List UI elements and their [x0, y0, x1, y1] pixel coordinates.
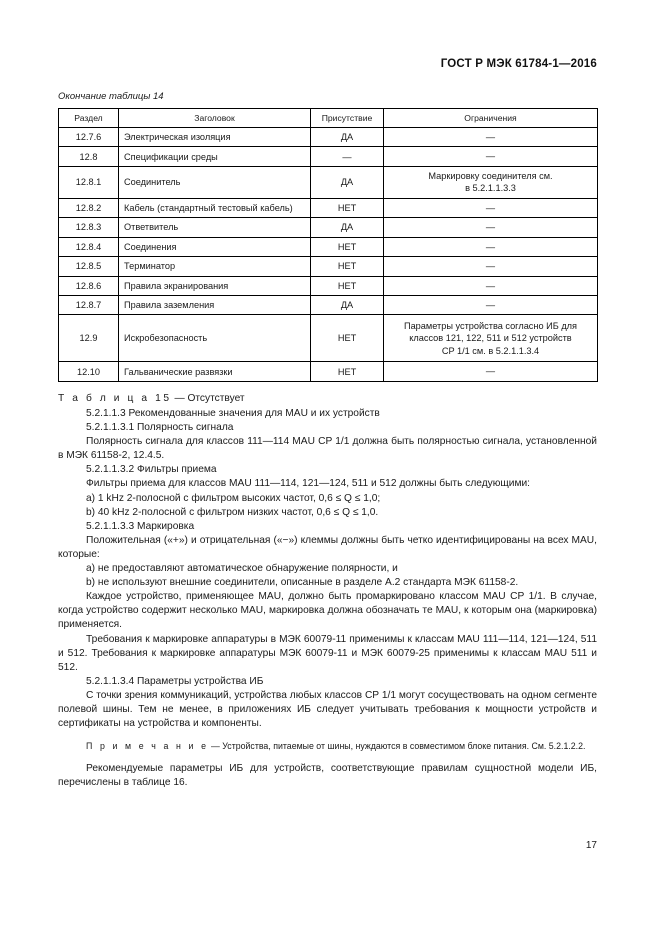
cell-title: Ответвитель	[119, 218, 311, 237]
cell-presence: ДА	[311, 128, 384, 147]
cell-title: Терминатор	[119, 257, 311, 276]
spacer-after-note	[58, 753, 597, 762]
cell-section: 12.8.5	[59, 257, 119, 276]
cell-section: 12.7.6	[59, 128, 119, 147]
clause-5-2-1-1-3: 5.2.1.1.3 Рекомендованные значения для MAU и их устройств	[86, 408, 380, 419]
table-row	[59, 147, 598, 166]
paragraph-recommended-params: Рекомендуемые параметры ИБ для устройств, соответствующие правилам сущностной модели ИБ, перечислены в таблице 16.	[58, 763, 597, 789]
cell-title: Спецификации среды	[119, 147, 311, 166]
table-row	[59, 128, 598, 147]
main-text-block	[58, 407, 597, 790]
cell-section: 12.8.3	[59, 218, 119, 237]
cell-title: Правила экранирования	[119, 276, 311, 295]
terminal-item-b: b) не используют внешние соединители, описанные в разделе A.2 стандарта МЭК 61158-2.	[86, 577, 519, 589]
cell-title: Соединения	[119, 237, 311, 256]
table15-line	[58, 392, 597, 406]
cell-presence: ДА	[311, 218, 384, 237]
cell-presence: ДА	[311, 166, 384, 198]
cell-constraints: —	[384, 237, 598, 256]
cell-constraints: —	[384, 362, 598, 381]
cell-section: 12.9	[59, 315, 119, 362]
cell-constraints: —	[384, 257, 598, 276]
cell-section: 12.8	[59, 147, 119, 166]
table-caption: Окончание таблицы 14	[58, 91, 164, 102]
table-header-row	[59, 109, 598, 128]
table-row	[59, 218, 598, 237]
column-header-title: Заголовок	[119, 109, 311, 128]
page-number: 17	[585, 840, 597, 851]
spacer-before-note	[58, 731, 597, 740]
cell-section: 12.8.7	[59, 295, 119, 314]
cell-section: 12.8.2	[59, 198, 119, 217]
note-text: — Устройства, питаемые от шины, нуждаются в совместимом блоке питания. См. 5.2.1.2.2.	[208, 741, 586, 752]
clause-5-2-1-1-3-1: 5.2.1.1.3.1 Полярность сигнала	[86, 422, 234, 434]
table-row	[59, 362, 598, 381]
table-row	[59, 295, 598, 314]
cell-constraints: Маркировку соединителя см. в 5.2.1.1.3.3	[384, 166, 598, 198]
cell-section: 12.8.6	[59, 276, 119, 295]
filter-item-b: b) 40 kHz 2-полосной с фильтром низких частот, 0,6 ≤ Q ≤ 1,0.	[86, 506, 379, 518]
cell-section: 12.8.4	[59, 237, 119, 256]
cell-constraints: Параметры устройства согласно ИБ для классов 121, 122, 511 и 512 устройств CP 1/1 см. в 5.2.1.1.3.4	[384, 315, 598, 362]
cell-constraints: —	[384, 295, 598, 314]
paragraph-device-marking: Каждое устройство, применяющее MAU, должно быть промаркировано классом MAU CP 1/1. В случае, когда устройство содержит несколько MAU, маркировка должна обозначать те MAU, к которым она (маркировка) применяется.	[58, 591, 597, 631]
cell-constraints: —	[384, 276, 598, 295]
table15-block	[58, 392, 597, 406]
cell-title: Искробезопасность	[119, 315, 311, 362]
table-row	[59, 198, 598, 217]
table-row	[59, 276, 598, 295]
cell-presence: НЕТ	[311, 237, 384, 256]
cell-title: Кабель (стандартный тестовый кабель)	[119, 198, 311, 217]
note-label: П р и м е ч а н и е	[86, 741, 209, 752]
table15-text: — Отсутствует	[171, 393, 245, 404]
cell-presence: ДА	[311, 295, 384, 314]
filter-item-a: a) 1 kHz 2-полосной с фильтром высоких частот, 0,6 ≤ Q ≤ 1,0;	[86, 492, 381, 504]
standard-header: ГОСТ Р МЭК 61784-1—2016	[440, 58, 597, 70]
cell-constraints: —	[384, 128, 598, 147]
clause-5-2-1-1-3-3: 5.2.1.1.3.3 Маркировка	[86, 520, 195, 532]
paragraph-signal-polarity: Полярность сигнала для классов 111—114 MAU CP 1/1 должна быть полярностью сигнала, установленной в МЭК 61158-2, 12.4.5.	[58, 436, 597, 462]
cell-constraints: —	[384, 198, 598, 217]
cell-presence: НЕТ	[311, 257, 384, 276]
table15-label: Т а б л и ц а 15	[58, 393, 172, 404]
table-body	[59, 128, 598, 382]
column-header-presence: Присутствие	[311, 109, 384, 128]
cell-presence: НЕТ	[311, 198, 384, 217]
column-header-constraints: Ограничения	[384, 109, 598, 128]
table-row	[59, 315, 598, 362]
paragraph-marking-requirements: Требования к маркировке аппаратуры в МЭК 60079-11 применимы к классам MAU 111—114, 121—124, 511 и 512. Требования к маркировке аппаратуры МЭК 60079-11 и МЭК 60079-25 применимы к классам MAU 511 и 512.	[58, 633, 597, 673]
clause-5-2-1-1-3-4: 5.2.1.1.3.4 Параметры устройства ИБ	[86, 675, 264, 687]
column-header-section: Раздел	[59, 109, 119, 128]
paragraph-coexistence: С точки зрения коммуникаций, устройства любых классов CP 1/1 могут сосуществовать на одном сегменте полевой шины. Тем не менее, в приложениях ИБ следует учитывать требования к мощности устройств и сертификаты на устройства и компоненты.	[58, 689, 597, 730]
table-row	[59, 237, 598, 256]
cell-presence: НЕТ	[311, 276, 384, 295]
cell-title: Гальванические развязки	[119, 362, 311, 381]
cell-title: Электрическая изоляция	[119, 128, 311, 147]
cell-title: Соединитель	[119, 166, 311, 198]
paragraph-terminals: Положительная («+») и отрицательная («−») клеммы должны быть четко идентифицированы на всех MAU, которые:	[58, 534, 597, 560]
cell-presence: НЕТ	[311, 362, 384, 381]
cell-constraints: —	[384, 147, 598, 166]
cell-section: 12.8.1	[59, 166, 119, 198]
cell-presence: —	[311, 147, 384, 166]
cell-title: Правила заземления	[119, 295, 311, 314]
cell-section: 12.10	[59, 362, 119, 381]
table-row	[59, 166, 598, 198]
clause-5-2-1-1-3-2: 5.2.1.1.3.2 Фильтры приема	[86, 464, 217, 476]
requirements-table	[58, 108, 598, 382]
table-row	[59, 257, 598, 276]
note-paragraph	[58, 740, 597, 753]
paragraph-filters-intro: Фильтры приема для классов MAU 111—114, 121—124, 511 и 512 должны быть следующими:	[86, 478, 530, 490]
cell-constraints: —	[384, 218, 598, 237]
cell-presence: НЕТ	[311, 315, 384, 362]
terminal-item-a: a) не предоставляют автоматическое обнаружение полярности, и	[86, 563, 398, 575]
